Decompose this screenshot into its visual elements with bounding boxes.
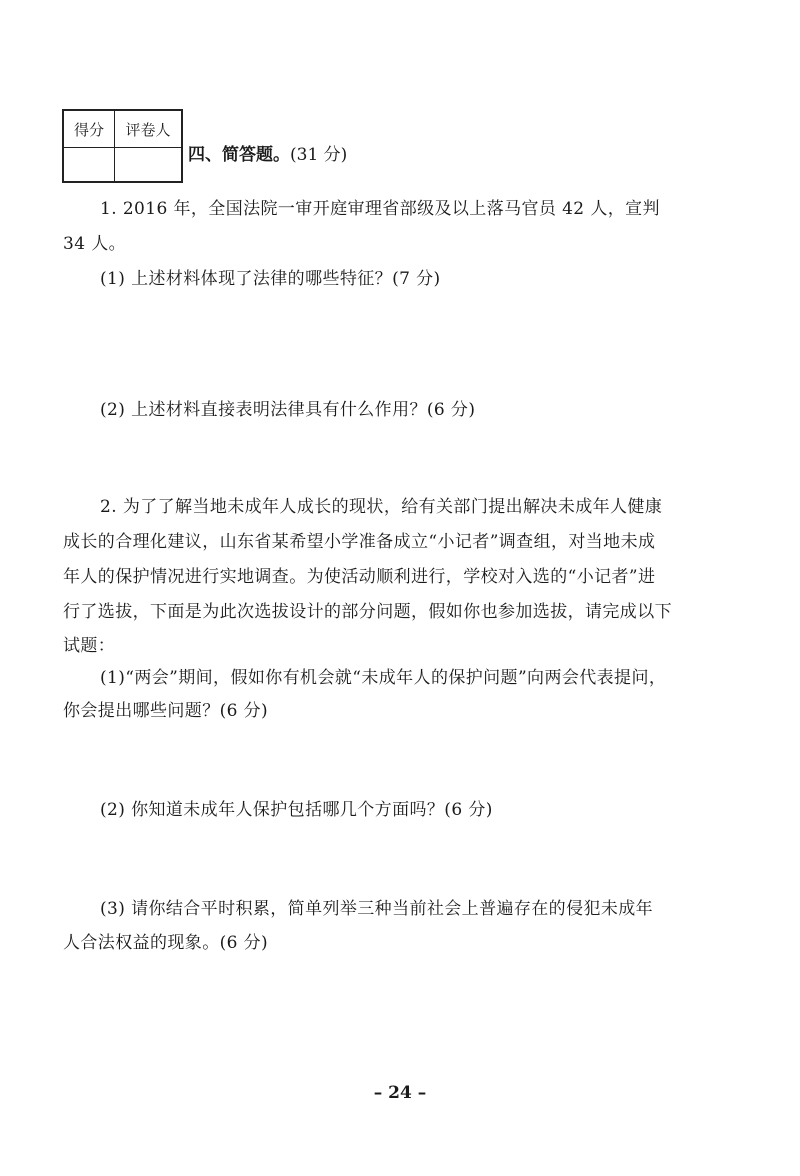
q1-stem-line-1: 1. 2016 年，全国法院一审开庭审理省部级及以上落马官员 42 人，宣判 bbox=[100, 199, 660, 219]
q1-stem-line-2: 34 人。 bbox=[63, 234, 127, 254]
q1-sub-question-1: (1) 上述材料体现了法律的哪些特征？(7 分) bbox=[100, 269, 441, 289]
q2-stem-line-2: 成长的合理化建议，山东省某希望小学准备成立“小记者”调查组，对当地未成 bbox=[63, 532, 656, 552]
q2-stem-line-3: 年人的保护情况进行实地调查。为使活动顺利进行，学校对入选的“小记者”进 bbox=[63, 567, 656, 587]
q2-sub-question-2: (2) 你知道未成年人保护包括哪几个方面吗？(6 分) bbox=[100, 800, 493, 820]
q1-sub-question-2: (2) 上述材料直接表明法律具有什么作用？(6 分) bbox=[100, 400, 476, 420]
grader-blank-cell bbox=[115, 148, 181, 181]
page-number: – 24 – bbox=[373, 1083, 427, 1103]
q2-sub-question-1-line-1: (1)“两会”期间，假如你有机会就“未成年人的保护问题”向两会代表提问， bbox=[100, 668, 667, 688]
score-header-cell: 得分 bbox=[64, 111, 115, 148]
section-title bbox=[188, 140, 347, 165]
score-box bbox=[62, 109, 183, 183]
grader-header-cell: 评卷人 bbox=[115, 111, 181, 148]
q2-sub-question-3-line-1: (3) 请你结合平时积累，简单列举三种当前社会上普遍存在的侵犯未成年 bbox=[100, 899, 654, 919]
q2-stem-line-5: 试题： bbox=[63, 636, 116, 656]
q2-stem-line-1: 2. 为了了解当地未成年人成长的现状，给有关部门提出解决未成年人健康 bbox=[100, 497, 663, 517]
score-blank-cell bbox=[64, 148, 115, 181]
section-points: (31 分) bbox=[290, 145, 348, 165]
q2-sub-question-1-line-2: 你会提出哪些问题？(6 分) bbox=[63, 701, 269, 721]
q2-sub-question-3-line-2: 人合法权益的现象。(6 分) bbox=[63, 933, 269, 953]
q2-stem-line-4: 行了选拔，下面是为此次选拔设计的部分问题，假如你也参加选拔，请完成以下 bbox=[63, 602, 672, 622]
section-title-text: 四、简答题。 bbox=[188, 145, 290, 165]
